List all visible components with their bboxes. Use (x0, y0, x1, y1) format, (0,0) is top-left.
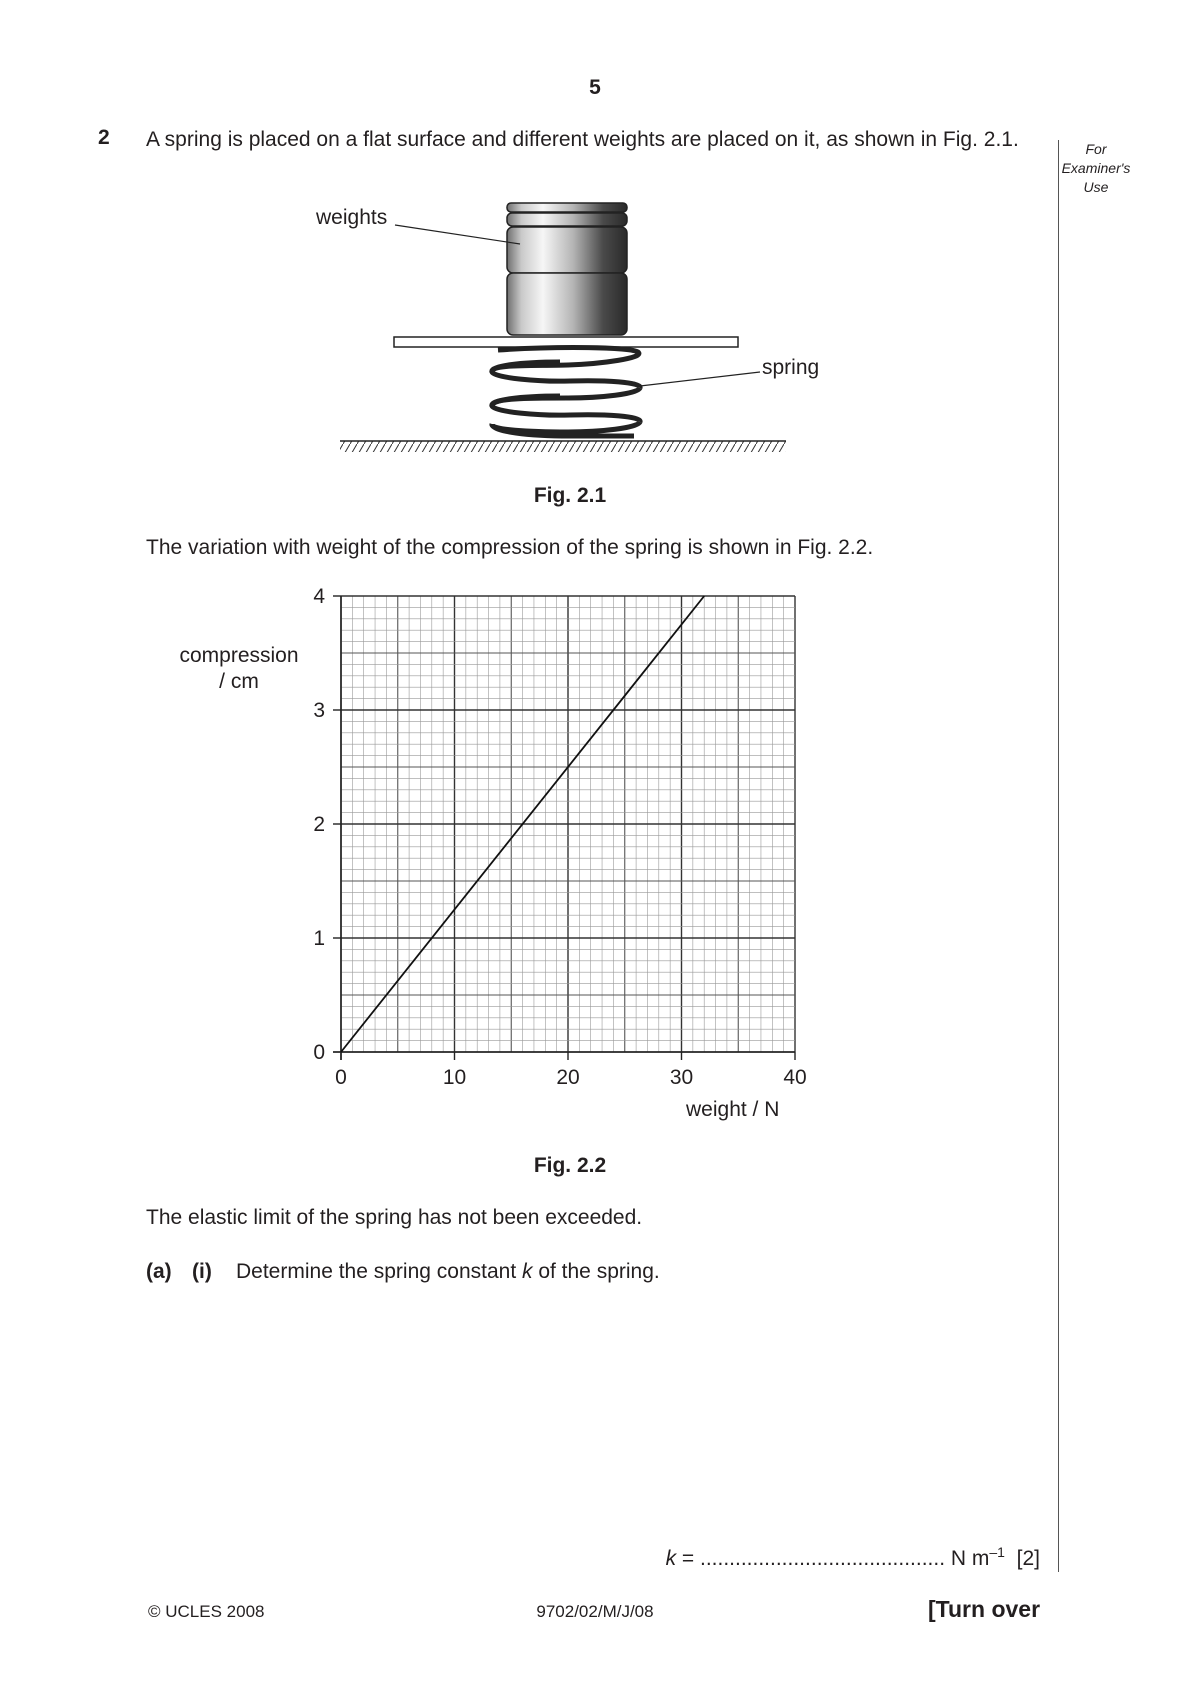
examiner-label-line1: For (1085, 141, 1107, 157)
y-tick-label: 4 (313, 585, 325, 608)
question-text: A spring is placed on a flat surface and different weights are placed on it, as shown in Fig. 2.1. (146, 128, 1019, 151)
footer-copyright: © UCLES 2008 (148, 1602, 265, 1621)
part-text-before: Determine the spring constant (236, 1260, 522, 1283)
fig-2-1-caption: Fig. 2.1 (533, 484, 607, 507)
answer-unit: N m (945, 1547, 990, 1570)
sub-part-label: (i) (192, 1260, 212, 1283)
y-tick-label: 1 (313, 927, 325, 950)
y-axis-label-line1: compression (179, 644, 299, 667)
examiner-label-line3: Use (1083, 179, 1109, 195)
elastic-limit-text: The elastic limit of the spring has not been exceeded. (146, 1206, 643, 1229)
spring-label: spring (762, 356, 820, 379)
x-tick-label: 10 (442, 1066, 467, 1089)
part-label: (a) (146, 1260, 172, 1283)
intro-text: The variation with weight of the compression of the spring is shown in Fig. 2.2. (146, 536, 874, 559)
x-tick-label: 30 (669, 1066, 694, 1089)
answer-dots[interactable]: .......................................... (700, 1547, 946, 1570)
part-question-text (236, 1260, 660, 1284)
examiner-label-line2: Examiner's (1061, 160, 1131, 176)
x-axis-label: weight / N (686, 1098, 780, 1121)
answer-unit-exponent: –1 (989, 1544, 1005, 1560)
part-variable: k (521, 1260, 533, 1283)
y-axis-label-line2: / cm (219, 670, 259, 693)
answer-line (666, 1544, 1040, 1571)
y-tick-label: 0 (313, 1041, 325, 1064)
answer-equals: = (676, 1547, 700, 1570)
page-number: 5 (589, 76, 601, 99)
footer-paper-code: 9702/02/M/J/08 (536, 1602, 654, 1621)
footer-turn-over: [Turn over (928, 1596, 1041, 1622)
answer-variable: k (665, 1547, 677, 1570)
x-tick-label: 0 (335, 1066, 347, 1089)
part-text-after: of the spring. (532, 1260, 660, 1283)
question-number: 2 (98, 126, 110, 149)
y-tick-label: 3 (313, 699, 325, 722)
y-axis-label (160, 643, 318, 695)
x-tick-label: 20 (556, 1066, 580, 1089)
weights-label: weights (316, 206, 388, 229)
x-tick-label: 40 (783, 1066, 807, 1089)
y-tick-label: 2 (313, 813, 325, 836)
answer-marks: [2] (1016, 1547, 1040, 1570)
fig-2-2-caption: Fig. 2.2 (533, 1154, 607, 1177)
